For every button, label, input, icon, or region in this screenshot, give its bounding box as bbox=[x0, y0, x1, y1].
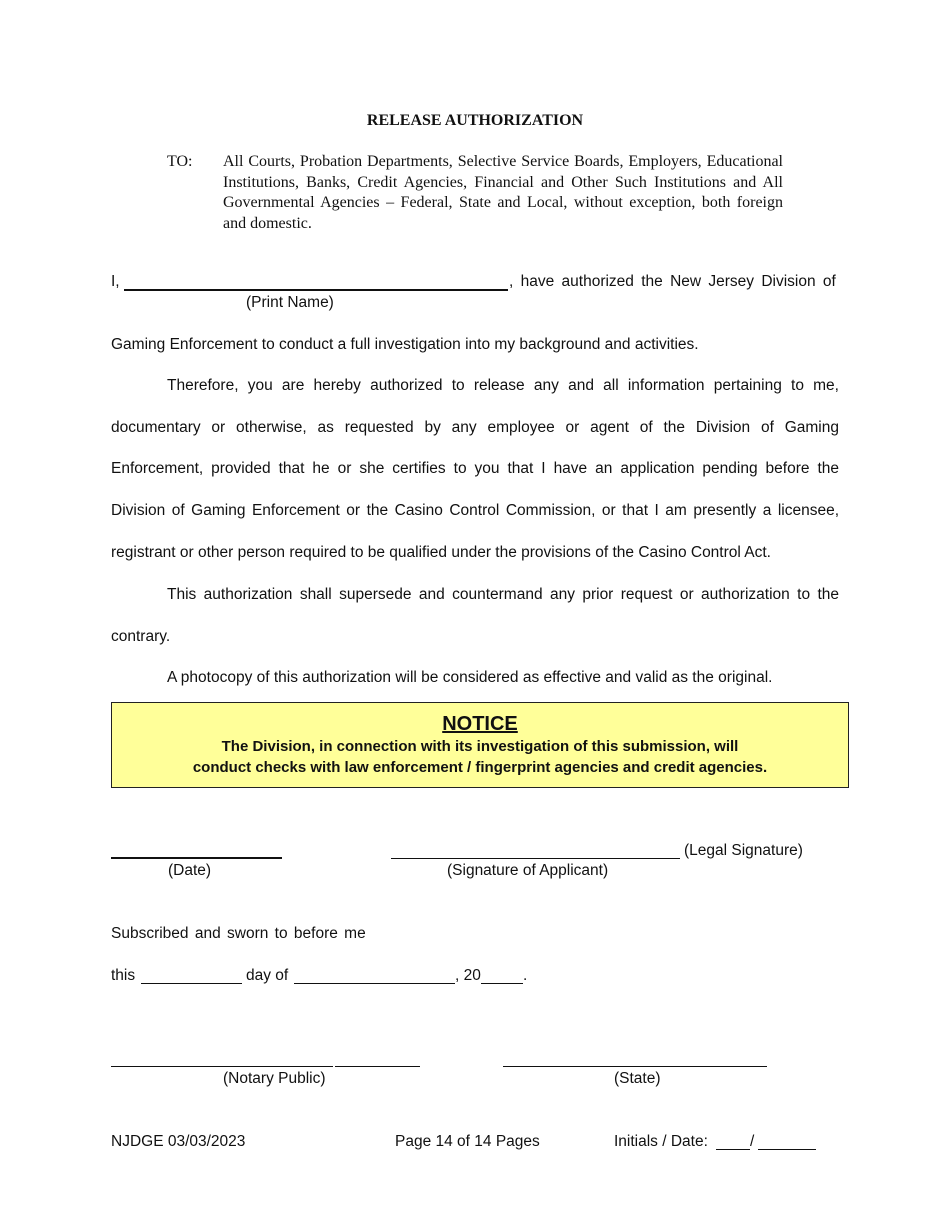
sworn-period: . bbox=[523, 967, 528, 984]
print-name-field[interactable] bbox=[124, 289, 508, 291]
document-title: RELEASE AUTHORIZATION bbox=[366, 112, 584, 129]
form-id: NJDGE 03/03/2023 bbox=[111, 1133, 246, 1150]
date-caption: (Date) bbox=[168, 862, 212, 879]
initials-slash: / bbox=[750, 1133, 755, 1150]
state-caption: (State) bbox=[614, 1070, 661, 1087]
print-name-caption: (Print Name) bbox=[246, 294, 334, 311]
initials-date-label: Initials / Date: bbox=[614, 1133, 708, 1150]
sworn-day-of-label: day of bbox=[246, 967, 289, 984]
supersede-paragraph: This authorization shall supersede and countermand any prior request or authorization to the contrary. bbox=[111, 586, 839, 645]
to-recipients: All Courts, Probation Departments, Selective Service Boards, Employers, Educational Institutions, Banks, Credit Agencies, Financial and Other Such Institutions and All Governmental Agencies – Federal, State and Local, without exception, both foreign and domestic. bbox=[223, 153, 783, 232]
to-label: TO: bbox=[167, 153, 193, 170]
authorize-continued: Gaming Enforcement to conduct a full investigation into my background and activities. bbox=[111, 336, 699, 353]
day-field[interactable] bbox=[141, 983, 242, 984]
notice-heading: NOTICE bbox=[442, 713, 518, 735]
date-field[interactable] bbox=[111, 857, 282, 859]
sworn-year-prefix: , 20 bbox=[455, 967, 481, 984]
photocopy-paragraph: A photocopy of this authorization will be considered as effective and valid as the original. bbox=[167, 669, 773, 686]
notary-public-field[interactable] bbox=[111, 1066, 333, 1067]
applicant-signature-field[interactable] bbox=[391, 858, 680, 859]
notice-line-1: The Division, in connection with its investigation of this submission, will bbox=[221, 738, 739, 755]
authorize-prefix: I, bbox=[111, 273, 120, 290]
sworn-statement: Subscribed and sworn to before me bbox=[111, 925, 366, 942]
initials-field[interactable] bbox=[716, 1149, 750, 1150]
notice-box bbox=[111, 702, 849, 788]
sworn-this-label: this bbox=[111, 967, 136, 984]
notice-line-2: conduct checks with law enforcement / fingerprint agencies and credit agencies. bbox=[192, 759, 768, 776]
month-field[interactable] bbox=[294, 983, 455, 984]
year-field[interactable] bbox=[481, 983, 523, 984]
to-block bbox=[167, 152, 783, 234]
page-number: Page 14 of 14 Pages bbox=[395, 1133, 540, 1150]
notary-extra-field[interactable] bbox=[335, 1066, 420, 1067]
release-paragraph: Therefore, you are hereby authorized to release any and all information pertaining to me, documentary or otherwise, as requested by any employee or agent of the Division of Gaming Enforcement, provided that he or she certifies to you that I have an application pending before the Division of Gaming Enforcement or the Casino Control Commission, or that I am presently a licensee, registrant or other person required to be qualified under the provisions of the Casino Control Act. bbox=[111, 377, 839, 561]
state-field[interactable] bbox=[503, 1066, 767, 1067]
legal-signature-label: (Legal Signature) bbox=[684, 842, 803, 859]
notary-public-caption: (Notary Public) bbox=[223, 1070, 326, 1087]
applicant-signature-caption: (Signature of Applicant) bbox=[447, 862, 609, 879]
initials-date-field[interactable] bbox=[758, 1149, 816, 1150]
authorize-suffix: , have authorized the New Jersey Division of bbox=[509, 273, 836, 290]
